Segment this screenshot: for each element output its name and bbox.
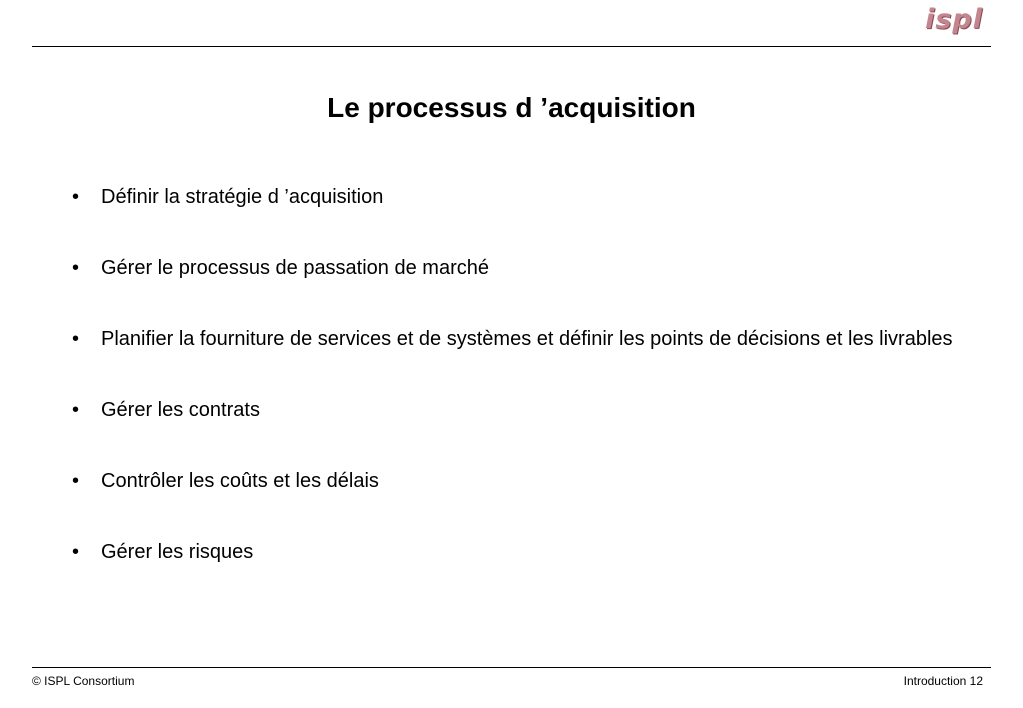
bullet-item bbox=[72, 460, 972, 503]
bullet-text: Contrôler les coûts et les délais bbox=[101, 470, 379, 492]
bullet-item bbox=[72, 318, 972, 361]
bullet-text: Gérer les risques bbox=[101, 541, 254, 563]
bullet-item bbox=[72, 531, 972, 574]
bullet-marker: • bbox=[72, 257, 80, 279]
bullet-marker: • bbox=[72, 399, 80, 421]
ispl-logo: ispl bbox=[925, 4, 983, 35]
bullet-marker: • bbox=[72, 328, 80, 350]
bullet-item bbox=[72, 176, 972, 219]
bullet-item bbox=[72, 247, 972, 290]
footer-copyright: © ISPL Consortium bbox=[32, 674, 135, 688]
bullet-text: Gérer le processus de passation de marché bbox=[101, 257, 489, 279]
bullet-item bbox=[72, 389, 972, 432]
bullet-text: Planifier la fourniture de services et de systèmes et définir les points de décisions et les livrables bbox=[101, 328, 953, 350]
bullet-marker: • bbox=[72, 186, 80, 208]
footer-divider bbox=[32, 667, 991, 668]
slide-title: Le processus d ’acquisition bbox=[327, 92, 696, 123]
bullet-marker: • bbox=[72, 470, 80, 492]
bullet-list bbox=[72, 176, 972, 602]
bullet-marker: • bbox=[72, 541, 80, 563]
bullet-text: Gérer les contrats bbox=[101, 399, 260, 421]
bullet-text: Définir la stratégie d ’acquisition bbox=[101, 186, 384, 208]
footer-page-number: Introduction 12 bbox=[903, 674, 983, 688]
header-divider bbox=[32, 46, 991, 47]
